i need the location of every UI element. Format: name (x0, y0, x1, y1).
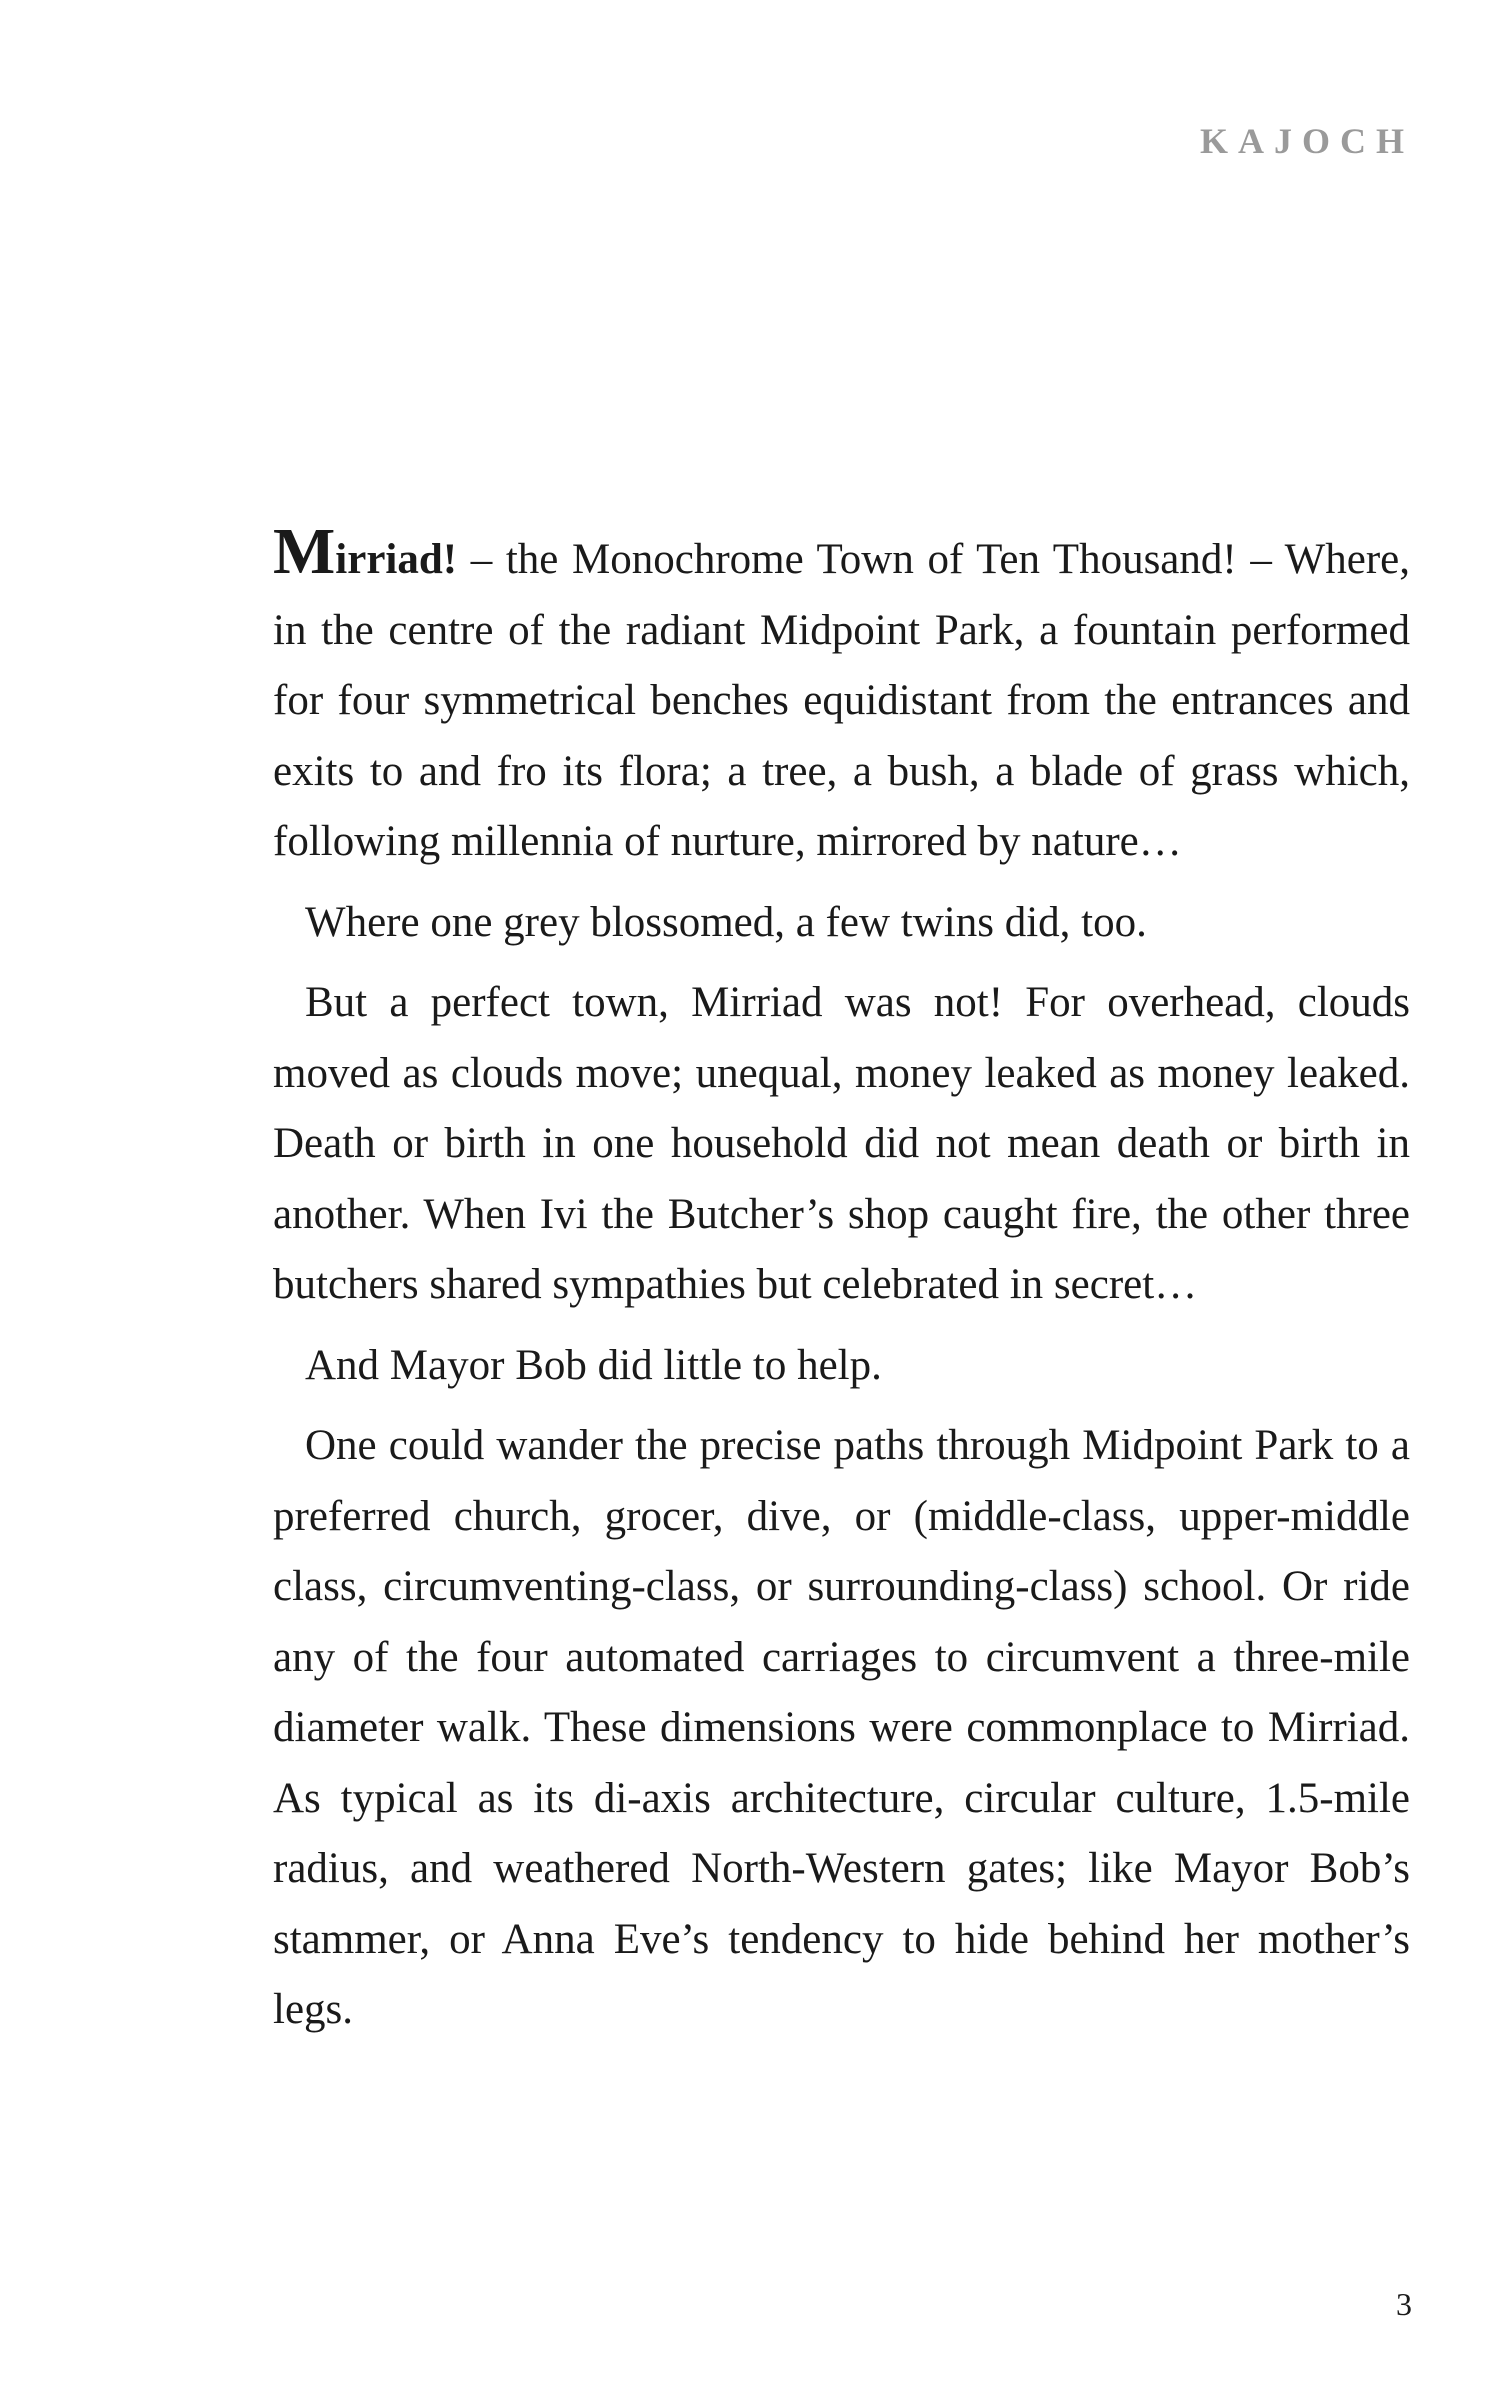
page-number: 3 (1396, 2286, 1412, 2322)
paragraph: And Mayor Bob did little to help. (305, 1341, 882, 1389)
opening-text: – the Monochrome Town of Ten Thousand! – Where, in the centre of the radiant Midpoint Park, a fountain performed for four symmetrical benches equidistant from the entrances and exits to and fro its flora; a tree, a bush, a blade of grass which, following millennia of nurture, mirrored by nature… (273, 536, 1410, 865)
paragraph: But a perfect town, Mirriad was not! For overhead, clouds moved as clouds move; unequal, money leaked as money leaked. Death or birth in one household did not mean death or birth in another. When Ivi the Butcher’s shop caught fire, the other three butchers shared sympathies but celebrated in secret… (273, 979, 1410, 1308)
paragraph: Where one grey blossomed, a few twins did, too. (305, 898, 1147, 946)
drop-word-rest: irriad! (335, 536, 458, 583)
drop-letter: M (273, 515, 336, 588)
body-text (273, 515, 1410, 2046)
running-head: KAJOCH (1199, 121, 1414, 161)
paragraph: One could wander the precise paths through Midpoint Park to a preferred church, grocer, dive, or (middle-class, upper-middle class, circumventing-class, or surrounding-class) school. Or ride any of the four automated carriages to circumvent a three-mile diameter walk. These dimensions were commonplace to Mirriad. As typical as its di-axis architecture, circular culture, 1.5-mile radius, and weathered North-Western gates; like Mayor Bob’s stammer, or Anna Eve’s tendency to hide behind her mother’s legs. (273, 1422, 1410, 2033)
opening-paragraph (273, 515, 1410, 878)
opening-word (273, 515, 458, 588)
